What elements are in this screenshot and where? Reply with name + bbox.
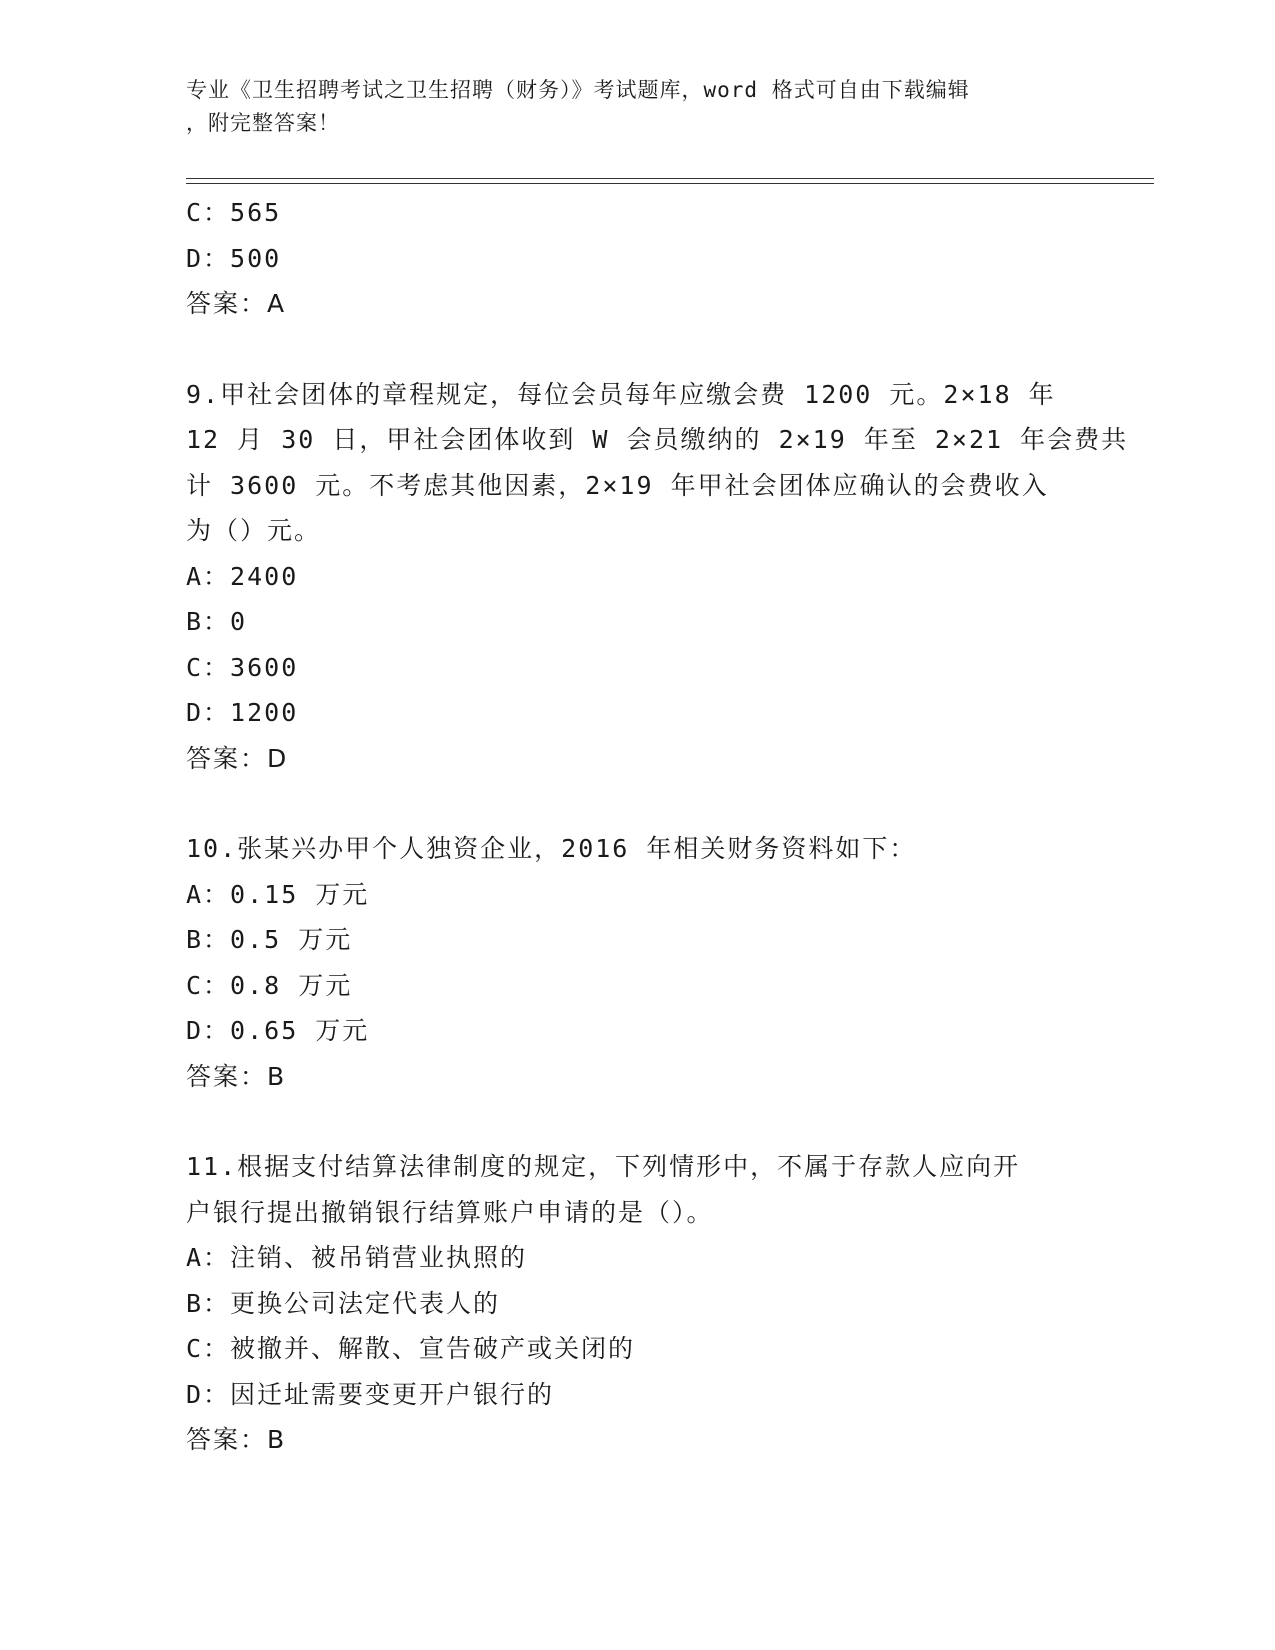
spacer — [186, 327, 1086, 372]
option-d: D：0.65 万元 — [186, 1016, 370, 1045]
question-stem-line: 9.甲社会团体的章程规定，每位会员每年应缴会费 1200 元。2×18 年 — [186, 379, 1056, 409]
option-a: A：0.15 万元 — [186, 879, 370, 909]
header-title-line-2: ，附完整答案！ — [186, 111, 340, 135]
question-stem-line: 计 3600 元。不考虑其他因素，2×19 年甲社会团体应确认的会费收入 — [186, 470, 1049, 500]
page-header — [186, 74, 1086, 140]
option-c: C：0.8 万元 — [186, 970, 353, 1000]
header-divider — [186, 178, 1154, 184]
option-d: D：500 — [186, 243, 282, 273]
option-d: D：1200 — [186, 698, 299, 727]
option-a: A：2400 — [186, 561, 299, 591]
spacer — [186, 781, 1086, 826]
question-stem-line: 为（）元。 — [186, 516, 322, 545]
option-b: B：更换公司法定代表人的 — [186, 1288, 501, 1318]
answer-line: 答案：A — [186, 289, 287, 318]
question-block-11 — [186, 1144, 1086, 1463]
question-list — [186, 190, 1129, 1463]
option-c: C：被撤并、解散、宣告破产或关闭的 — [186, 1334, 636, 1363]
answer-line: 答案：B — [186, 1061, 287, 1091]
option-b: B：0 — [186, 607, 248, 636]
question-stem-line: 11.根据支付结算法律制度的规定，下列情形中，不属于存款人应向开 — [186, 1152, 1021, 1181]
option-a: A：注销、被吊销营业执照的 — [186, 1243, 528, 1272]
option-c: C：3600 — [186, 652, 299, 682]
question-stem-line: 户银行提出撤销银行结算账户申请的是（）。 — [186, 1197, 714, 1227]
question-stem-line: 10.张某兴办甲个人独资企业，2016 年相关财务资料如下： — [186, 834, 917, 863]
question-block-9 — [186, 372, 1129, 782]
question-block-8 — [186, 190, 1086, 327]
spacer — [186, 1099, 1086, 1144]
option-c: C：565 — [186, 198, 282, 227]
option-d: D：因迁址需要变更开户银行的 — [186, 1379, 555, 1409]
answer-line: 答案：B — [186, 1425, 287, 1454]
header-title-line-1: 专业《卫生招聘考试之卫生招聘（财务）》考试题库，word 格式可自由下载编辑 — [186, 78, 970, 102]
question-stem-line: 12 月 30 日，甲社会团体收到 W 会员缴纳的 2×19 年至 2×21 年会费共 — [186, 425, 1129, 454]
question-block-10 — [186, 826, 1086, 1099]
option-b: B：0.5 万元 — [186, 925, 353, 954]
answer-line: 答案：D — [186, 743, 289, 773]
